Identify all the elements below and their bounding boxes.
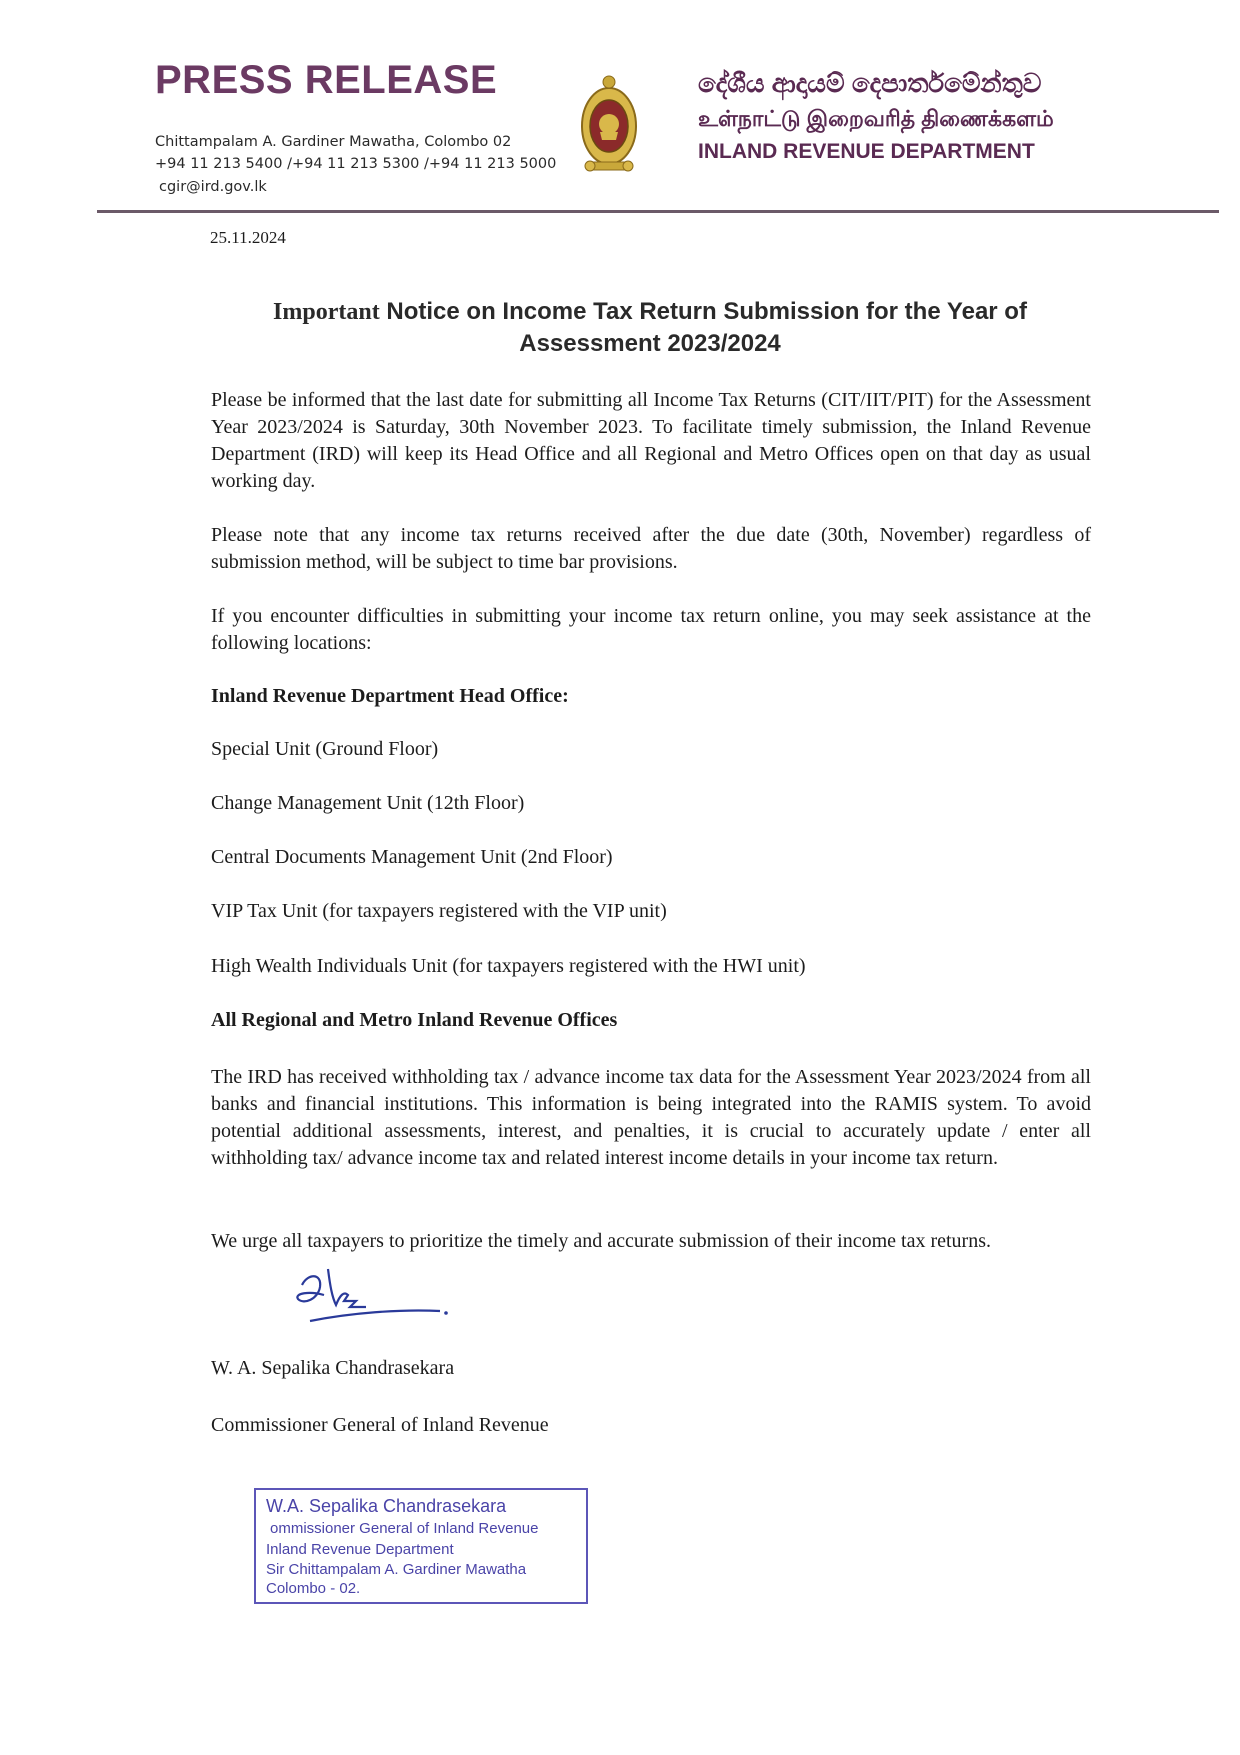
handwritten-signature-icon [290, 1265, 460, 1345]
sri-lanka-emblem-icon [578, 70, 640, 178]
unit-item: Change Management Unit (12th Floor) [211, 792, 525, 814]
paragraph-time-bar: Please note that any income tax returns received after the due date (30th, November) regardless of submission method, will be subject to time bar provisions. [211, 524, 1091, 573]
official-stamp [254, 1488, 588, 1604]
header-divider [97, 210, 1219, 213]
stamp-department: Inland Revenue Department [266, 1541, 454, 1558]
unit-item: Special Unit (Ground Floor) [211, 738, 439, 760]
stamp-address: Sir Chittampalam A. Gardiner Mawatha [266, 1561, 527, 1578]
paragraph-urge: We urge all taxpayers to prioritize the timely and accurate submission of their income tax returns. [211, 1230, 991, 1252]
regional-offices-heading: All Regional and Metro Inland Revenue Offices [211, 1009, 618, 1031]
paragraph-withholding-tax: The IRD has received withholding tax / advance income tax data for the Assessment Year 2023/2024 from all banks and financial institutions. This information is being integrated into the RAMIS system. To avoid potential additional assessments, interest, and penalties, it is crucial to accurately update / enter all withholding tax/ advance income tax and related interest income details in your income tax return. [211, 1066, 1091, 1169]
signatory-title: Commissioner General of Inland Revenue [211, 1414, 549, 1436]
notice-title-line-1 [200, 298, 1100, 326]
stamp-name: W.A. Sepalika Chandrasekara [266, 1496, 507, 1516]
notice-title-first-word: Important [273, 299, 380, 325]
email: cgir@ird.gov.lk [159, 179, 267, 195]
department-name-sinhala: දේශීය ආදායම් දෙපාර්තමේන්තුව [698, 68, 1042, 98]
unit-item: High Wealth Individuals Unit (for taxpayers registered with the HWI unit) [211, 955, 806, 977]
paragraph-deadline: Please be informed that the last date for submitting all Income Tax Returns (CIT/IIT/PIT) for the Assessment Year 2023/2024 is Saturday, 30th November 2023. To facilitate timely submission, the Inland Revenue Department (IRD) will keep its Head Office and all Regional and Metro Offices open on that day as usual working day. [211, 389, 1091, 492]
signatory-name: W. A. Sepalika Chandrasekara [211, 1357, 455, 1379]
press-release-title: PRESS RELEASE [155, 58, 498, 102]
unit-item: VIP Tax Unit (for taxpayers registered with the VIP unit) [211, 900, 667, 922]
notice-title-line-2: Assessment 2023/2024 [519, 330, 781, 357]
head-office-heading: Inland Revenue Department Head Office: [211, 685, 569, 707]
department-name-tamil: உள்நாட்டு இறைவரித் திணைக்களம் [698, 106, 1054, 131]
stamp-city: Colombo - 02. [266, 1580, 361, 1597]
release-date: 25.11.2024 [210, 228, 286, 247]
notice-title-rest: Notice on Income Tax Return Submission for the Year of [386, 298, 1027, 325]
stamp-title: ommissioner General of Inland Revenue [270, 1520, 539, 1537]
paragraph-assistance: If you encounter difficulties in submitting your income tax return online, you may seek assistance at the following locations: [211, 605, 1091, 654]
address: Chittampalam A. Gardiner Mawatha, Colombo 02 [155, 134, 512, 150]
phone-numbers: +94 11 213 5400 /+94 11 213 5300 /+94 11 213 5000 [155, 156, 557, 172]
unit-item: Central Documents Management Unit (2nd Floor) [211, 846, 613, 868]
department-name-english: INLAND REVENUE DEPARTMENT [698, 140, 1035, 163]
